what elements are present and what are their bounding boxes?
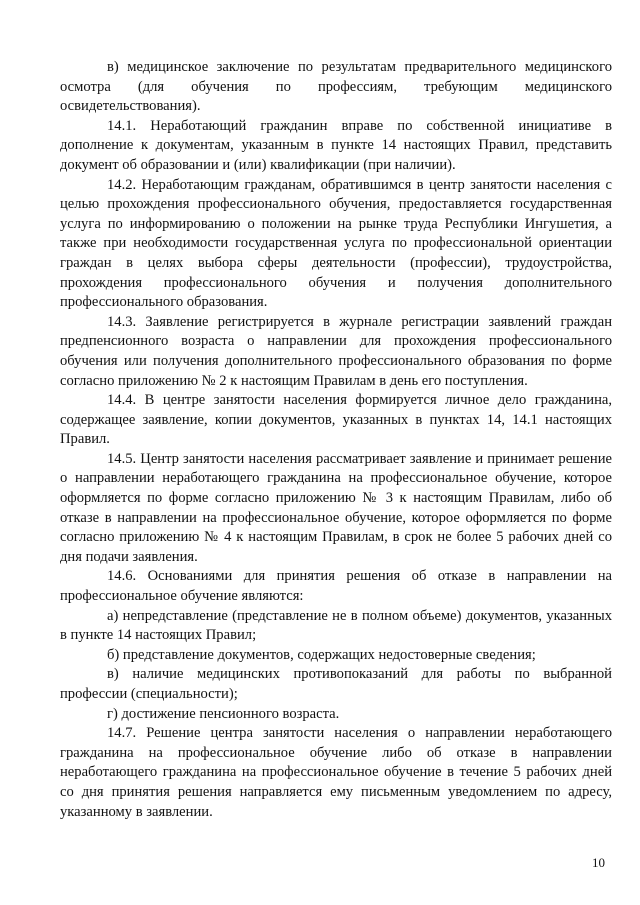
list-item-b: б) представление документов, содержащих недостоверные сведения;	[107, 646, 536, 663]
list-item-a: а) непредставление (представление не в полном объеме) документов, указанных в пункте 14 настоящих Правил;	[60, 607, 612, 644]
paragraph-14-1: 14.1. Неработающий гражданин вправе по собственной инициативе в дополнение к документам, указанным в пункте 14 настоящих Правил, представить документ об образовании и (или) квалификации (при наличии).	[60, 117, 612, 173]
page-number: 10	[592, 855, 605, 870]
list-item-g: г) достижение пенсионного возраста.	[107, 705, 340, 722]
list-item-v: в) наличие медицинских противопоказаний для работы по выбранной профессии (специальности);	[60, 666, 612, 702]
paragraph-14-2: 14.2. Неработающим гражданам, обратившимся в центр занятости населения с целью прохождения профессионального обучения, предоставляется государственная услуга по информированию о положении на рынке труда Республики Ингушетия, а также при необходимости государственная услуга по профессиональной ориентации граждан в целях выбора сферы деятельности (профессии), трудоустройства, прохождения профессионального обучения и получения дополнительного профессионального образования.	[60, 176, 612, 311]
document-body	[60, 58, 612, 822]
paragraph-14-5: 14.5. Центр занятости населения рассматривает заявление и принимает решение о направлении неработающего гражданина на профессиональное обучение, которое оформляется по форме согласно приложению № 3 к настоящим Правилам, либо об отказе в направлении на профессиональное обучение, которое оформляется по форме согласно приложению № 4 к настоящим Правилам, в срок не более 5 рабочих дней со дня подачи заявления.	[60, 450, 612, 565]
paragraph-14-4: 14.4. В центре занятости населения формируется личное дело гражданина, содержащее заявление, копии документов, указанных в пунктах 14, 14.1 настоящих Правил.	[60, 392, 612, 448]
paragraph-14-3: 14.3. Заявление регистрируется в журнале регистрации заявлений граждан предпенсионного возраста о направлении для прохождения профессионального обучения или получения дополнительного профессионального образования по форме согласно приложению № 2 к настоящим Правилам в день его поступления.	[60, 313, 612, 389]
paragraph-14-6: 14.6. Основаниями для принятия решения об отказе в направлении на профессиональное обучение являются:	[60, 568, 612, 605]
paragraph-item-v-medical-conclusion: в) медицинское заключение по результатам предварительного медицинского осмотра (для обучения по профессиям, требующим медицинского освидетельствования).	[60, 59, 612, 115]
paragraph-14-7: 14.7. Решение центра занятости населения о направлении неработающего гражданина на профессиональное обучение либо об отказе в направлении неработающего гражданина на профессиональное обучение в течение 5 рабочих дней со дня принятия решения направляется ему письменным уведомлением по адресу, указанному в заявлении.	[60, 725, 612, 820]
